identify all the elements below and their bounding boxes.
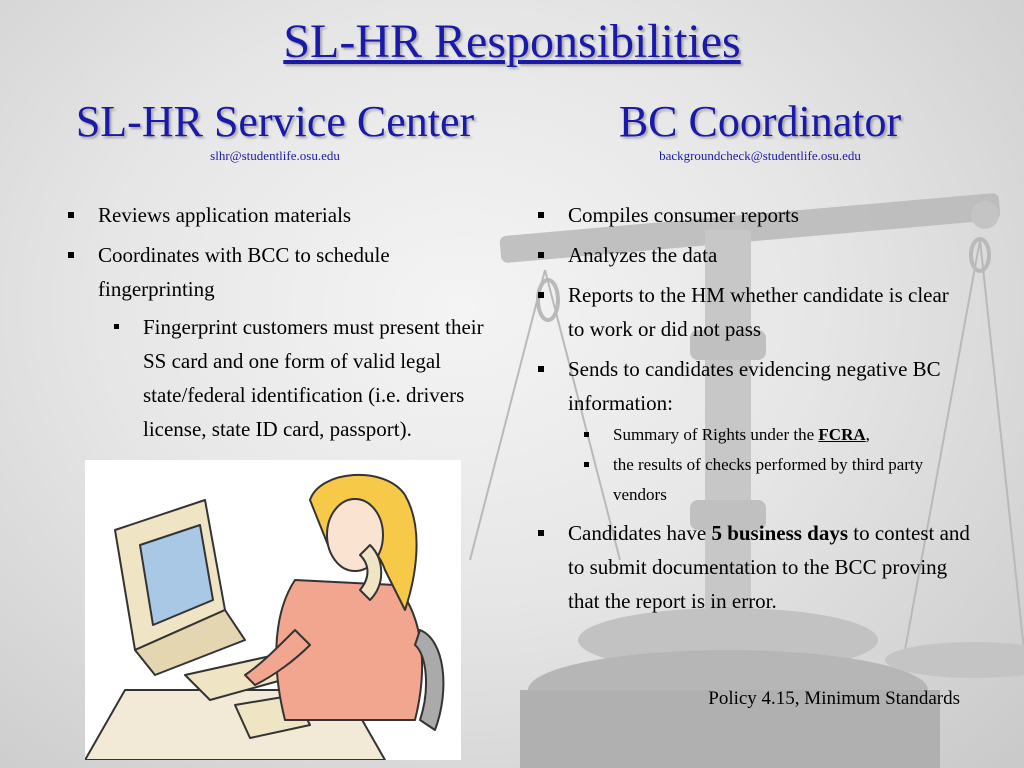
sub-list-item: the results of checks performed by third party vendors bbox=[568, 450, 970, 510]
sub-list-item: Fingerprint customers must present their SS card and one form of valid legal state/federal identification (i.e. drivers license, state ID card, passport). bbox=[98, 310, 500, 446]
last-item-suffix: to contest and to submit documentation to the BCC proving that the report is in error. bbox=[568, 521, 970, 613]
list-item-text: Sends to candidates evidencing negative BC information: bbox=[568, 357, 941, 415]
list-item bbox=[530, 352, 970, 510]
list-item bbox=[530, 516, 970, 618]
business-days-emphasis: 5 business days bbox=[711, 521, 849, 545]
right-email: backgroundcheck@studentlife.osu.edu bbox=[659, 148, 861, 163]
list-item: Reports to the HM whether candidate is clear to work or did not pass bbox=[530, 278, 970, 346]
left-email: slhr@studentlife.osu.edu bbox=[210, 148, 340, 163]
last-item-prefix: Candidates have bbox=[568, 521, 712, 545]
left-bullet-list bbox=[60, 198, 500, 452]
list-item: Compiles consumer reports bbox=[530, 198, 970, 232]
right-bullet-list bbox=[530, 198, 970, 624]
left-column-heading: SL-HR Service Center bbox=[75, 97, 475, 146]
list-item: Reviews application materials bbox=[60, 198, 500, 232]
woman-on-phone-at-computer-icon bbox=[85, 460, 461, 760]
right-column-heading: BC Coordinator bbox=[618, 97, 902, 146]
sub-item-suffix: , bbox=[865, 425, 870, 444]
slide-title: SL-HR Responsibilities bbox=[283, 15, 741, 68]
list-item bbox=[60, 238, 500, 446]
list-item-text: Coordinates with BCC to schedule fingerprinting bbox=[98, 243, 390, 301]
sub-item-prefix: Summary of Rights under the bbox=[613, 425, 819, 444]
fcra-link[interactable]: FCRA bbox=[818, 425, 866, 444]
list-item: Analyzes the data bbox=[530, 238, 970, 272]
policy-footer: Policy 4.15, Minimum Standards bbox=[708, 688, 960, 709]
sub-list-item bbox=[568, 420, 970, 450]
